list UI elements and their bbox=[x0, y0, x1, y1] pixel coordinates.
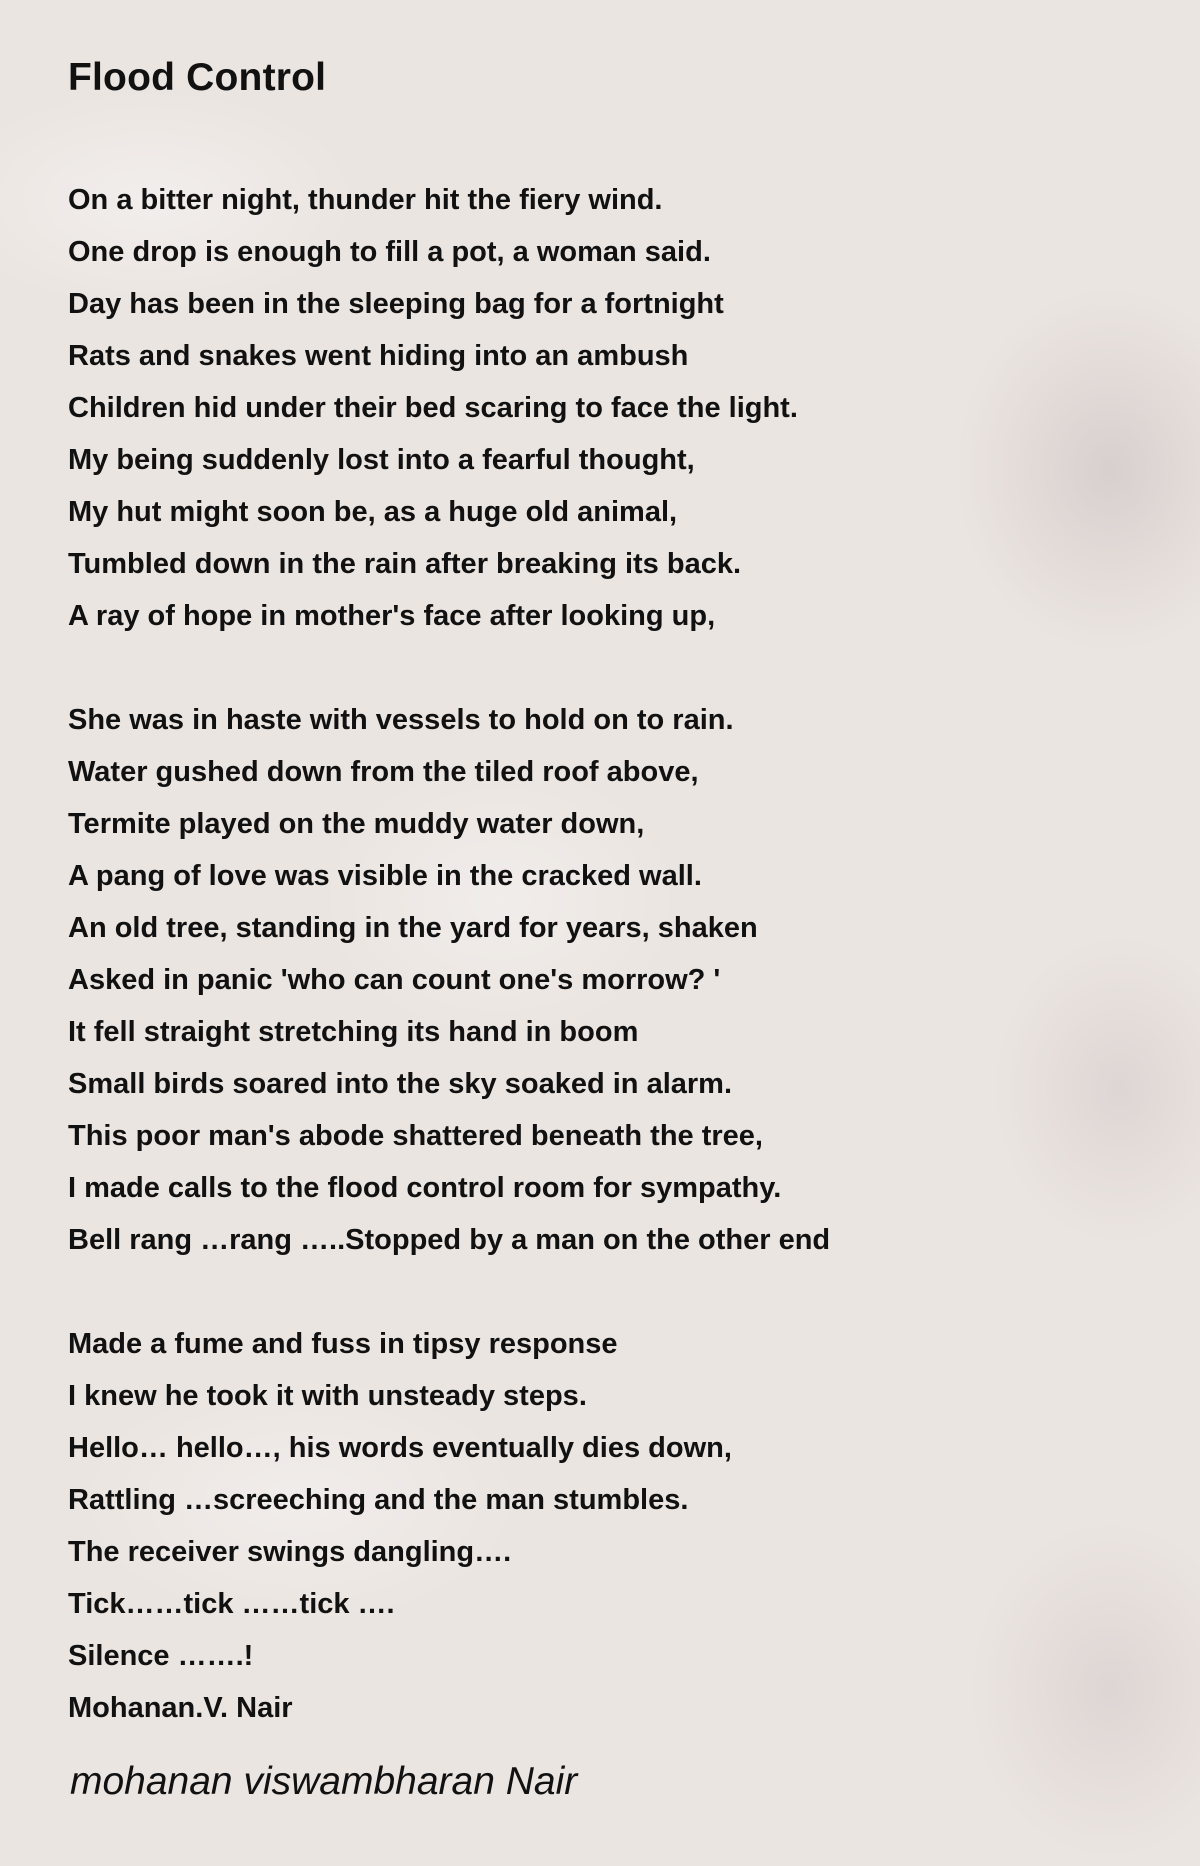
poem-line: An old tree, standing in the yard for years, shaken bbox=[68, 912, 758, 944]
poem-line: Water gushed down from the tiled roof above, bbox=[68, 756, 699, 788]
poem-line: Termite played on the muddy water down, bbox=[68, 808, 645, 840]
poem-line: It fell straight stretching its hand in boom bbox=[68, 1016, 639, 1048]
poem-line: Tick……tick ……tick …. bbox=[68, 1588, 395, 1620]
poem-line: Bell rang …rang …..Stopped by a man on the other end bbox=[68, 1224, 831, 1256]
poem-line: Mohanan.V. Nair bbox=[68, 1692, 293, 1724]
poem-line: Rattling …screeching and the man stumbles. bbox=[68, 1484, 689, 1516]
poem-line: Hello… hello…, his words eventually dies down, bbox=[68, 1432, 732, 1464]
stanza-2 bbox=[68, 694, 1148, 1266]
poem-container bbox=[68, 48, 1148, 1734]
poem-line: I knew he took it with unsteady steps. bbox=[68, 1380, 587, 1412]
poem-line: Day has been in the sleeping bag for a fortnight bbox=[68, 288, 724, 320]
poem-line: Made a fume and fuss in tipsy response bbox=[68, 1328, 618, 1360]
poem-line: On a bitter night, thunder hit the fiery wind. bbox=[68, 184, 663, 216]
stanza-break bbox=[68, 642, 1148, 694]
poem-line: Asked in panic 'who can count one's morrow? ' bbox=[68, 964, 721, 996]
poem-line: Tumbled down in the rain after breaking its back. bbox=[68, 548, 742, 580]
poem-line: I made calls to the flood control room for sympathy. bbox=[68, 1172, 782, 1204]
stanza-3 bbox=[68, 1318, 1148, 1734]
poem-line: Silence …….! bbox=[68, 1640, 254, 1672]
poem-line: Rats and snakes went hiding into an ambush bbox=[68, 340, 689, 372]
poem-line: My being suddenly lost into a fearful thought, bbox=[68, 444, 695, 476]
poem-line: The receiver swings dangling…. bbox=[68, 1536, 512, 1568]
poem-line: A pang of love was visible in the cracked wall. bbox=[68, 860, 702, 892]
poem-line: She was in haste with vessels to hold on to rain. bbox=[68, 704, 734, 736]
poem-line: My hut might soon be, as a huge old animal, bbox=[68, 496, 678, 528]
poem-title: Flood Control bbox=[68, 56, 327, 99]
stanza-break bbox=[68, 1266, 1148, 1318]
poem-line: A ray of hope in mother's face after looking up, bbox=[68, 600, 716, 632]
poem-author: mohanan viswambharan Nair bbox=[70, 1760, 578, 1803]
stanza-1 bbox=[68, 174, 1148, 642]
poem-body bbox=[68, 174, 1148, 1734]
poem-line: This poor man's abode shattered beneath the tree, bbox=[68, 1120, 763, 1152]
poem-line: Small birds soared into the sky soaked in alarm. bbox=[68, 1068, 733, 1100]
poem-line: One drop is enough to fill a pot, a woman said. bbox=[68, 236, 711, 268]
poem-line: Children hid under their bed scaring to face the light. bbox=[68, 392, 798, 424]
